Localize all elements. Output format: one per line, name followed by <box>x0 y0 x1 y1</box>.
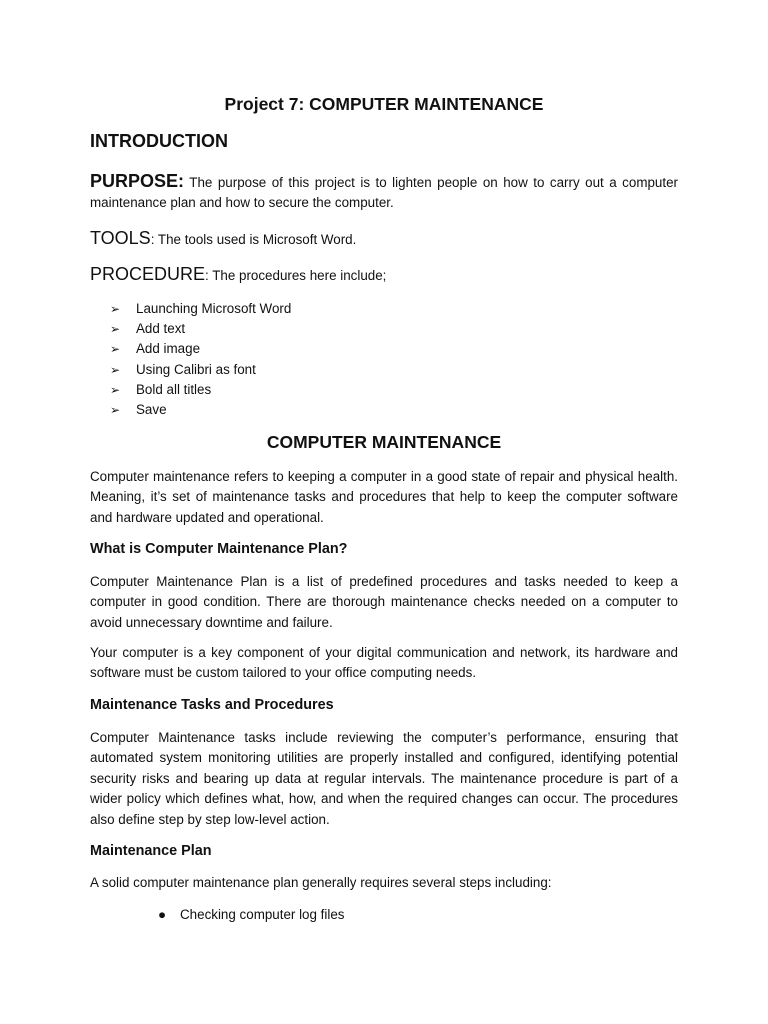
arrow-bullet-icon: ➢ <box>110 403 121 418</box>
procedure-paragraph <box>90 264 678 286</box>
page-title: Project 7: COMPUTER MAINTENANCE <box>224 94 544 114</box>
procedure-label: PROCEDURE <box>90 264 206 284</box>
section-title: COMPUTER MAINTENANCE <box>266 432 502 452</box>
tools-text: : The tools used is Microsoft Word. <box>150 232 357 247</box>
plan-question-heading: What is Computer Maintenance Plan? <box>90 541 348 557</box>
component-paragraph: Your computer is a key component of your digital communication and network, its hardware and software must be custom tailored to your office computing needs. <box>90 645 678 681</box>
purpose-paragraph <box>90 171 678 214</box>
arrow-bullet-icon: ➢ <box>110 302 121 316</box>
round-bullet-icon: ● <box>158 907 167 922</box>
list-item: ➢ Launching Microsoft Word <box>110 299 291 319</box>
arrow-bullet-icon: ➢ <box>110 382 121 397</box>
purpose-label: PURPOSE: <box>90 171 185 191</box>
purpose-text: The purpose of this project is to lighten people on how to carry out a computer maintenance plan and how to secure the computer. <box>90 175 678 211</box>
introduction-heading: INTRODUCTION <box>90 131 228 151</box>
arrow-bullet-icon: ➢ <box>110 362 121 377</box>
arrow-bullet-icon: ➢ <box>110 322 121 337</box>
arrow-bullet-icon: ➢ <box>110 342 121 357</box>
tools-paragraph <box>90 228 678 250</box>
tasks-heading: Maintenance Tasks and Procedures <box>90 697 334 713</box>
list-item: ➢ Add image <box>110 339 291 359</box>
list-item: ➢ Save <box>110 400 291 420</box>
maintenance-definition-paragraph: Computer maintenance refers to keeping a computer in a good state of repair and physical health. Meaning, it’s set of maintenance tasks and procedures that help to keep the computer software and hardware updated and operational. <box>90 469 678 525</box>
tasks-paragraph: Computer Maintenance tasks include reviewing the computer’s performance, ensuring that automated system monitoring utilities are properly installed and configured, identifying potential security risks and bearing up data at regular intervals. The maintenance procedure is part of a wider policy which defines what, how, and when the required changes can occur. The procedures also define step by step low-level action. <box>90 730 678 827</box>
list-item: ➢ Using Calibri as font <box>110 360 291 380</box>
list-item: ● Checking computer log files <box>158 905 345 925</box>
plan-heading: Maintenance Plan <box>90 843 212 859</box>
tools-label: TOOLS <box>90 228 151 248</box>
plan-definition-paragraph: Computer Maintenance Plan is a list of predefined procedures and tasks needed to keep a computer in good condition. There are thorough maintenance checks needed on a computer to avoid unnecessary downtime and failure. <box>90 574 678 630</box>
procedure-text: : The procedures here include; <box>205 268 387 283</box>
list-item: ➢ Bold all titles <box>110 380 291 400</box>
plan-intro-paragraph: A solid computer maintenance plan generally requires several steps including: <box>90 875 552 890</box>
plan-steps-list <box>158 905 345 925</box>
procedure-list <box>110 299 291 420</box>
list-item: ➢ Add text <box>110 319 291 339</box>
